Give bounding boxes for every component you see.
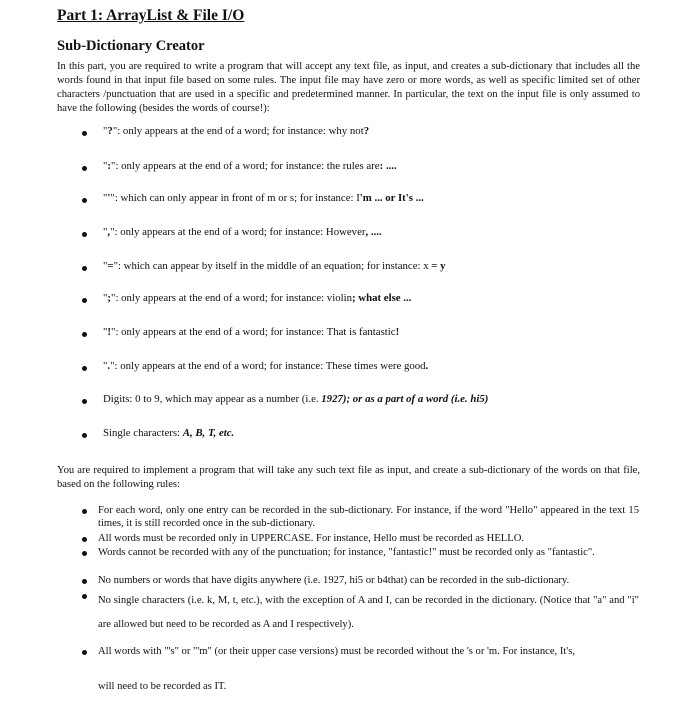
bullet-dot (82, 650, 87, 655)
section-title: Sub-Dictionary Creator (57, 38, 205, 54)
bullet-dot (82, 537, 87, 542)
list-item: ";": only appears at the end of a word; for instance: violin; what else ... (103, 292, 412, 304)
bullet-dot (82, 166, 87, 171)
bullet-dot (82, 232, 87, 237)
rule-item: All words with "'s" or "'m" (or their upper case versions) must be recorded without the 's or 'm. For instance, It's, (98, 646, 575, 657)
list-item: "'": which can only appear in front of m or s; for instance: I'm ... or It's ... (103, 192, 424, 204)
rule-item: No numbers or words that have digits anywhere (i.e. 1927, hi5 or b4that) can be recorded in the sub-dictionary. (98, 575, 570, 586)
list-item: "?": only appears at the end of a word; for instance: why not? (103, 125, 370, 137)
bullet-dot (82, 332, 87, 337)
list-item: Single characters: A, B, T, etc. (103, 427, 235, 439)
rule-item: All words must be recorded only in UPPERCASE. For instance, Hello must be recorded as HELLO. (98, 533, 525, 544)
bullet-dot (82, 579, 87, 584)
bullet-dot (82, 366, 87, 371)
bullet-dot (82, 433, 87, 438)
list-item: "!": only appears at the end of a word; for instance: That is fantastic! (103, 326, 400, 338)
bullet-dot (82, 399, 87, 404)
bullet-dot (82, 131, 87, 136)
list-item: Digits: 0 to 9, which may appear as a number (i.e. 1927); or as a part of a word (i.e. hi5) (103, 393, 489, 405)
list-item: ".": only appears at the end of a word; for instance: These times were good. (103, 360, 429, 372)
bullet-dot (82, 509, 87, 514)
bullet-dot (82, 594, 87, 599)
rule-item: No single characters (i.e. k, M, t, etc.), with the exception of A and I, can be recorded in the dictionary. (Notice that "a" and "i" are allowed but need to be recorded as A and I respectively). (98, 595, 639, 630)
bullet-dot (82, 198, 87, 203)
rule-item: Words cannot be recorded with any of the punctuation; for instance, "fantastic!" must be recorded only as "fantastic". (98, 547, 595, 558)
bullet-dot (82, 298, 87, 303)
list-item: ",": only appears at the end of a word; for instance: However, .... (103, 226, 382, 238)
bullet-dot (82, 266, 87, 271)
list-item: "=": which can appear by itself in the middle of an equation; for instance: x = y (103, 260, 446, 272)
rule-item: For each word, only one entry can be recorded in the sub-dictionary. For instance, if the word "Hello" appeared in the text 15 times, it is still recorded once in the sub-dictionary. (98, 505, 639, 529)
rule-item-continuation: will need to be recorded as IT. (98, 681, 227, 692)
requirement-paragraph: You are required to implement a program that will take any such text file as input, and create a sub-dictionary of the words on that file, based on the following rules: (57, 465, 640, 490)
intro-paragraph: In this part, you are required to write a program that will accept any text file, as input, and creates a sub-dictionary that includes all the words found in that input file based on some rules. The input file may have zero or more words, as well as specific limited set of other characters /punctuation that are used in a specific and predetermined manner. In particular, the text on the input file is only assumed to have the following (besides the words of course!): (57, 61, 640, 114)
part-title: Part 1: ArrayList & File I/O (57, 7, 245, 24)
list-item: ":": only appears at the end of a word; for instance: the rules are: .... (103, 160, 397, 172)
bullet-dot (82, 551, 87, 556)
